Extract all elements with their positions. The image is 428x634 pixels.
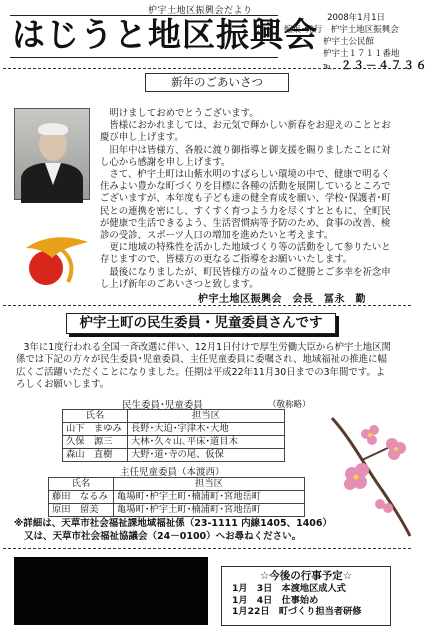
redacted-block: [14, 557, 208, 625]
cell-name: 藤田 なるみ: [49, 491, 114, 504]
cell-area: 亀場町･枦宇土町･楠浦町･宮地岳町: [114, 504, 305, 517]
table-row: [63, 423, 285, 436]
table-row: [63, 449, 285, 462]
cell-name: 森山 直樹: [63, 449, 128, 462]
schedule-event: 町づくり担当者研修: [278, 606, 362, 617]
schedule-item: [232, 595, 390, 607]
contact-notes: [14, 517, 394, 543]
phone-label: ℡: [323, 62, 333, 72]
table-row: [49, 491, 305, 504]
table-row: [49, 504, 305, 517]
divider: [3, 305, 411, 306]
masthead-rule-bottom: [10, 57, 278, 58]
cell-name: 久保 源三: [63, 436, 128, 449]
table-header: [63, 410, 285, 423]
publication-info: [284, 12, 428, 73]
publisher: 編集･発行 枦宇土地区振興会: [284, 25, 399, 35]
greeting-signature: 枦宇土地区振興会 会長 冨永 勤: [198, 294, 366, 305]
column-area: 担当区: [128, 410, 285, 423]
table2-caption: 主任児童委員（本渡西）: [120, 467, 225, 478]
greeting-paragraph: 旧年中は皆様方、各般に渡り御指導と御支援を賜りましたことに対し心から感謝を申し上げます。: [100, 144, 391, 168]
schedule-event: 本渡地区成人式: [281, 583, 346, 594]
column-area: 担当区: [114, 478, 305, 491]
note-line: ※詳細は、天草市社会福祉課地域福祉係（23-1111 内線1405、1406）: [14, 518, 333, 529]
minsei-table: [62, 409, 285, 462]
geishun-stamp-icon: [22, 228, 92, 288]
greeting-paragraph: 明けましておめでとうございます。: [109, 108, 259, 119]
event-schedule: [221, 566, 391, 626]
table1-honorific: （敬称略）: [268, 400, 311, 410]
greeting-heading: 新年のごあいさつ: [145, 73, 289, 92]
phone-number: ２３－４７３６: [340, 59, 428, 72]
schedule-item: [232, 606, 390, 618]
greeting-body: [100, 108, 396, 291]
publication-date: 2008年1月1日: [327, 13, 386, 23]
cell-area: 大林･久々山､平床･道目木: [128, 436, 285, 449]
section-intro: 3年に1度行われる全国一斉改選に伴い、12月1日付けで厚生労働大臣から枦宇土地区関係では下記の方々が民生委員･児童委員、主任児童委員に委嘱され、地域福祉の推進に幅広くご活躍いただくことになりました。任期は平成22年11月30日までの3年間です。よろしくお願いします。: [16, 342, 391, 391]
phone: [284, 60, 428, 73]
masthead-title: はじうと地区振興会: [12, 15, 318, 54]
cell-name: 山下 まゆみ: [63, 423, 128, 436]
divider: [3, 68, 411, 69]
cell-area: 大野･道･寺の尾、仮保: [128, 449, 285, 462]
schedule-date: 1月 4日: [232, 594, 273, 606]
schedule-item: [232, 583, 390, 595]
address: 枦宇土１７１１番地: [323, 49, 400, 59]
greeting-paragraph: 皆様におかれましては、お元気で輝かしい新春をお迎えのこととお慶び申し上げます。: [100, 120, 391, 144]
column-name: 氏名: [49, 478, 114, 491]
section-title: 枦宇土町の民生委員・児童委員さんです: [66, 313, 336, 334]
shunin-table: [48, 477, 305, 517]
tagline: 枦宇土地区振興会だより: [148, 6, 253, 16]
schedule-event: 仕事始め: [281, 594, 319, 606]
schedule-date: 1月22日: [232, 606, 270, 617]
greeting-paragraph: 最後になりましたが、町民皆様方の益々のご健勝とご多幸を祈念申し上げ新年のごあいさつと致します。: [100, 266, 391, 290]
table-row: [63, 436, 285, 449]
greeting-paragraph: 更に地域の特殊性を活かした地域づくり等の活動をして参りたいと存じますので、皆様方の更なるご指導をお願いいたします。: [100, 242, 391, 266]
cell-name: 原田 留美: [49, 504, 114, 517]
schedule-date: 1月 3日: [232, 583, 273, 594]
office: 枦宇土公民館: [323, 37, 375, 47]
note-line: 又は、天草市社会福祉協議会（24－0100）へお尋ねください。: [24, 531, 302, 542]
schedule-title: ☆今後の行事予定☆: [259, 570, 353, 582]
portrait-photo: [14, 108, 90, 200]
cell-area: 亀場町･枦宇土町･楠浦町･宮地岳町: [114, 491, 305, 504]
table1-caption: 民生委員･児童委員: [122, 400, 203, 411]
divider: [3, 548, 411, 549]
greeting-paragraph: さて、枦宇土町は山紫水明のすばらしい環境の中で、健康で明るく住みよい豊かな町づくりを目標に各種の活動を展開しているところでございますが、本年度も子ども達の健全育成を願い、学校･保護者･町民との連携を密にし、すくすく育つよう力を尽くすとともに、全町民が健康で生活できるよう、生活習慣病等予防のため、食事の改善、検診の受診、スポーツ人口の増加を進めたいと考えます。: [100, 169, 391, 242]
table-header: [49, 478, 305, 491]
cell-area: 長野･大迫･宇津木･大地: [128, 423, 285, 436]
column-name: 氏名: [63, 410, 128, 423]
